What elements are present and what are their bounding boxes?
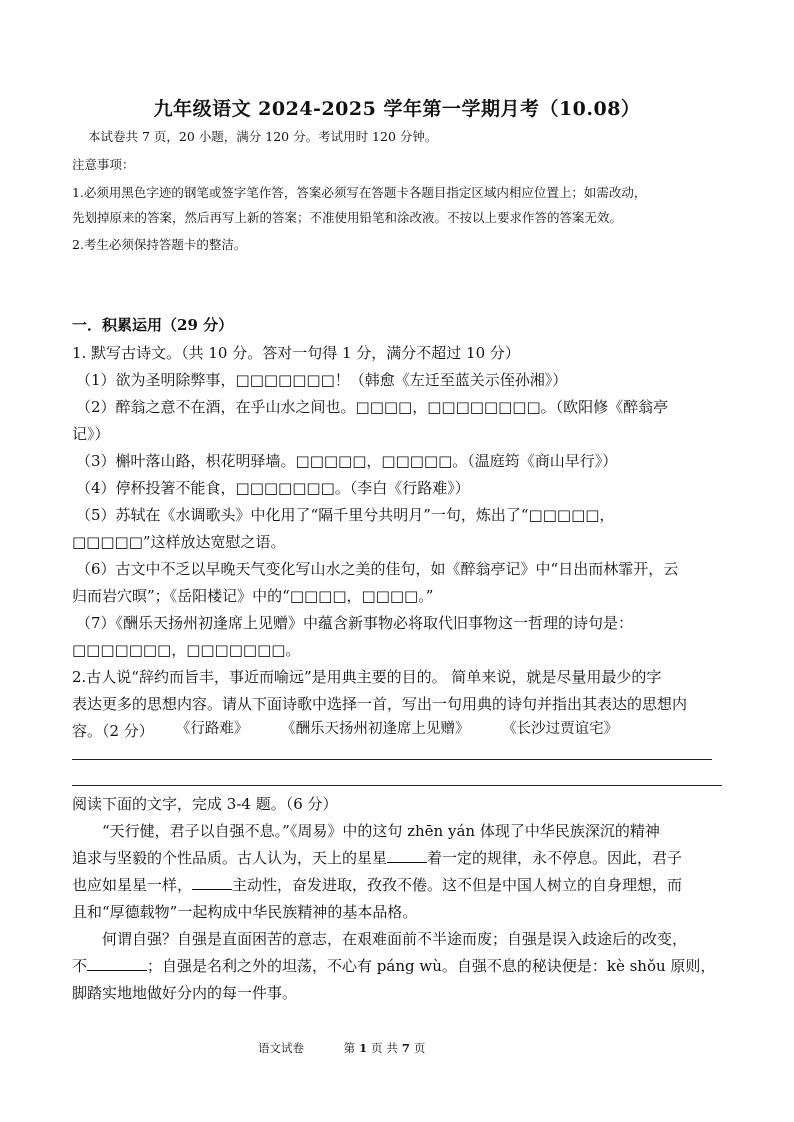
poem-option-1: 《行路难》	[175, 721, 249, 737]
question-2-line-1: 2.古人说“辞约而旨丰，事近而喻远”是用典主要的目的。 简单来说，就是尽量用最少的字	[72, 668, 662, 686]
question-1-6-line-1: （6）古文中不乏以早晚天气变化写山水之美的佳句，如《醉翁亭记》中“日出而林霏开，云	[76, 560, 679, 578]
passage-1-line-3-b: 主动性，奋发进取，孜孜不倦。这不但是中国人树立的自身理想，而	[232, 876, 683, 894]
passage-1-line-2-b: 着一定的规律，永不停息。因此，君子	[427, 849, 683, 867]
question-2-line-2: 表达更多的思想内容。请从下面诗歌中选择一首，写出一句用典的诗句并指出其表达的思想内	[72, 695, 688, 713]
note-1-line-2: 先划掉原来的答案，然后再写上新的答案；不准使用铅笔和涂改液。不按以上要求作答的答案无效。	[72, 210, 623, 225]
poem-options	[0, 716, 794, 743]
note-2: 2.考生必须保持答题卡的整洁。	[72, 237, 247, 252]
question-1-5-line-1: （5）苏轼在《水调歌头》中化用了“隔千里兮共明月”一句，炼出了“□□□□□，	[76, 506, 615, 524]
note-1-line-1: 1.必须用黑色字迹的钢笔或签字笔作答，答案必须写在答题卡各题目指定区域内相应位置上；如需改动，	[72, 185, 647, 200]
question-1-2-line-2: 记》）	[72, 425, 110, 443]
answer-line-2[interactable]	[72, 785, 722, 786]
passage-1-line-4: 且和“厚德载物”一起构成中华民族精神的基本品格。	[72, 903, 418, 921]
question-1: 1. 默写古诗文。（共 10 分。答对一句得 1 分，满分不超过 10 分）	[72, 344, 520, 362]
footer-page-number: 1	[359, 1041, 368, 1055]
passage-1-line-3-a: 也应如星星一样，	[72, 876, 193, 894]
passage-1-line-2-a: 追求与坚毅的个性品质。古人认为，天上的星星	[72, 849, 388, 867]
passage-2-line-3: 脚踏实地地做好分内的每一件事。	[72, 984, 298, 1002]
reading-heading: 阅读下面的文字，完成 3-4 题。（6 分）	[72, 795, 338, 813]
question-1-2-line-1: （2）醉翁之意不在酒，在乎山水之间也。□□□□，□□□□□□□□。（欧阳修《醉翁亭	[76, 398, 669, 416]
passage-2-line-1: 何谓自强？自强是直面困苦的意志，在艰难面前不半途而废；自强是误入歧途后的改变，	[102, 930, 688, 948]
footer-subject: 语文试卷	[258, 1041, 304, 1055]
page-footer	[258, 1040, 435, 1056]
exam-intro: 本试卷共 7 页，20 小题，满分 120 分。考试用时 120 分钟。	[88, 129, 438, 144]
passage-1-line-1: “天行健，君子以自强不息。”《周易》中的这句 zhēn yán 体现了中华民族深沉的精神	[102, 822, 660, 840]
question-1-4: （4）停杯投箸不能食，□□□□□□□。（李白《行路难》）	[76, 479, 470, 497]
question-1-5-line-2: □□□□□”这样放达宽慰之语。	[72, 533, 286, 551]
question-2-line-3: 容。（2 分）	[72, 722, 154, 740]
page-title: 九年级语文 2024-2025 学年第一学期月考（10.08）	[153, 98, 641, 120]
question-1-3: （3）槲叶落山路，枳花明驿墙。□□□□□，□□□□□。（温庭筠《商山早行》）	[76, 452, 618, 470]
blank-b[interactable]	[192, 875, 232, 890]
notes-heading: 注意事项：	[72, 157, 135, 172]
question-1-1: （1）欲为圣明除弊事，□□□□□□□！（韩愈《左迁至蓝关示侄孙湘》）	[76, 371, 568, 389]
section-1-heading: 一．积累运用（29 分）	[72, 316, 234, 334]
blank-a[interactable]	[387, 848, 427, 863]
passage-2-line-2	[72, 953, 715, 980]
passage-1-line-3	[72, 872, 682, 899]
question-1-7-line-2: □□□□□□□，□□□□□□□。	[72, 641, 301, 659]
passage-2-line-2-b: ；自强是名利之外的坦荡，不心有 páng wù。自强不息的秘诀便是：kè shǒu 原则，	[147, 957, 716, 975]
question-1-7-line-1: （7）《酬乐天扬州初逢席上见赠》中蕴含新事物必将取代旧事物这一哲理的诗句是：	[76, 614, 634, 632]
footer-page-total: 7	[401, 1041, 410, 1055]
footer-page-label-c: 页	[413, 1041, 426, 1055]
passage-2-line-2-a: 不	[72, 957, 88, 975]
passage-1-line-2	[72, 845, 682, 872]
footer-page-label-b: 页 共	[371, 1041, 398, 1055]
answer-line-1[interactable]	[72, 759, 712, 760]
question-1-6-line-2: 归而岩穴暝”；《岳阳楼记》中的“□□□□，□□□□。”	[72, 587, 434, 605]
blank-c[interactable]	[87, 956, 147, 971]
poem-option-3: 《长沙过贾谊宅》	[502, 721, 619, 737]
footer-page-label-a: 第	[343, 1041, 356, 1055]
poem-option-2: 《酬乐天扬州初逢席上见赠》	[281, 721, 470, 737]
